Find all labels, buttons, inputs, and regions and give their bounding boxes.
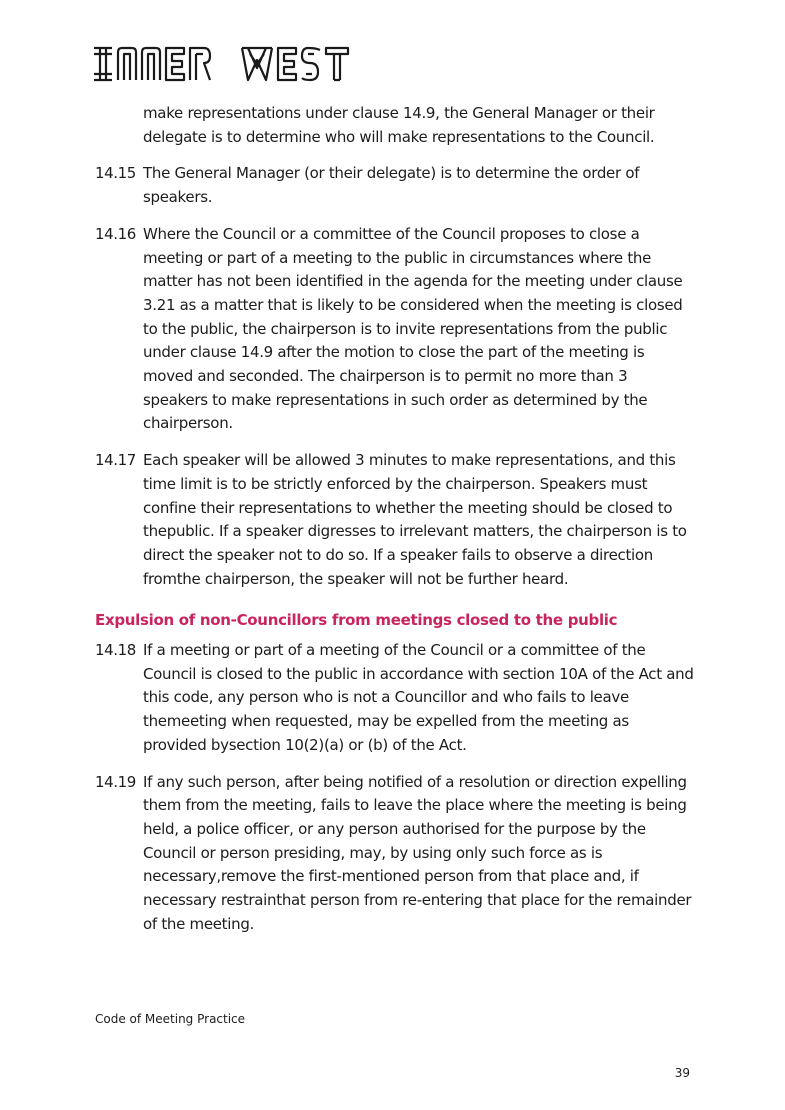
clause-number: 14.16 xyxy=(95,224,136,243)
page-number: 39 xyxy=(674,1066,690,1080)
page-content xyxy=(95,102,695,950)
clause-14-15 xyxy=(95,162,695,209)
clause-14-19 xyxy=(95,771,695,937)
clause-14-18 xyxy=(95,639,695,758)
clause-number: 14.15 xyxy=(95,164,136,183)
clause-14-16 xyxy=(95,223,695,436)
clause-number: 14.18 xyxy=(95,641,136,660)
clause-text: If a meeting or part of a meeting of the Council or a committee of the Council is closed to the public in accordance with section 10A of the Act and this code, any person who is not a Councillor and who fails to leave themeeting when requested, may be expelled from the meeting as provided bysection 10(2)(a) or (b) of the Act. xyxy=(143,641,694,754)
clause-text: Where the Council or a committee of the Council proposes to close a meeting or part of a meeting to the public in circumstances where the matter has not been identified in the agenda for the meeting under clause 3.21 as a matter that is likely to be considered when the meeting is closed to the public, the chairperson is to invite representations from the public under clause 14.9 after the motion to close the part of the meeting is moved and seconded. The chairperson is to permit no more than 3 speakers to make representations in such order as determined by the chairperson. xyxy=(143,224,683,433)
section-heading: Expulsion of non-Councillors from meetings closed to the public xyxy=(95,611,618,630)
continuation-text: make representations under clause 14.9, the General Manager or their delegate is to determine who will make representations to the Council. xyxy=(143,104,655,146)
clause-text: Each speaker will be allowed 3 minutes to make representations, and this time limit is to be strictly enforced by the chairperson. Speakers must confine their representations to whether the meeting should be closed to thepublic. If a speaker digresses to irrelevant matters, the chairperson is to direct the speaker not to do so. If a speaker fails to observe a direction fromthe chairperson, the speaker will not be further heard. xyxy=(143,451,687,588)
clause-14-17 xyxy=(95,449,695,591)
clause-number: 14.19 xyxy=(95,772,136,791)
inner-west-logo xyxy=(92,46,392,82)
clause-text: If any such person, after being notified of a resolution or direction expelling them from the meeting, fails to leave the place where the meeting is being held, a police officer, or any person authorised for the purpose by the Council or person presiding, may, by using only such force as is necessary,remove the first-mentioned person from that place and, if necessary restrainthat person from re-entering that place for the remainder of the meeting. xyxy=(143,772,692,933)
clause-text: The General Manager (or their delegate) is to determine the order of speakers. xyxy=(143,164,640,207)
footer-document-title: Code of Meeting Practice xyxy=(95,1012,246,1026)
continuation-paragraph xyxy=(95,102,695,149)
clause-number: 14.17 xyxy=(95,451,136,470)
